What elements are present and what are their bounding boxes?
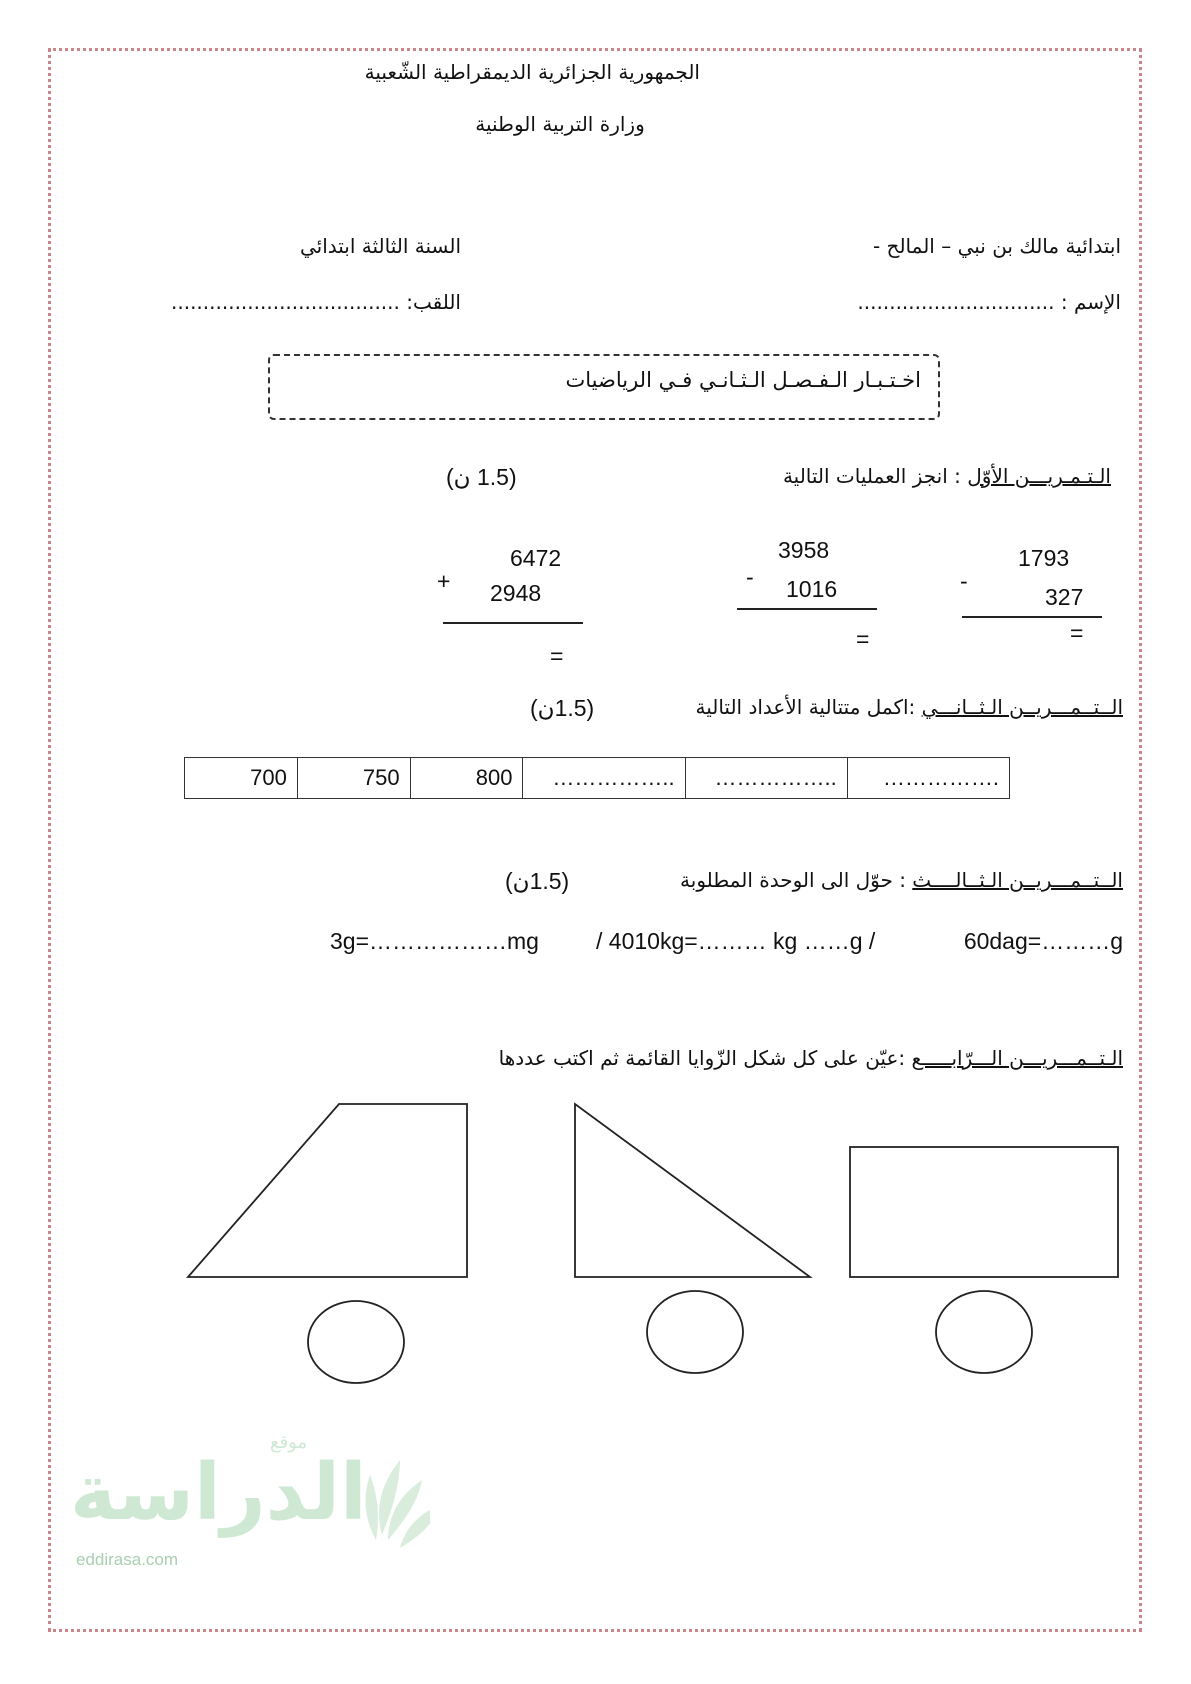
sequence-cell: 750 <box>297 758 410 799</box>
grade-level: السنة الثالثة ابتدائي <box>299 234 461 258</box>
op1-equals: = <box>1070 620 1084 646</box>
watermark-arabic: الدراسة <box>70 1448 367 1538</box>
op1-sign: - <box>960 568 968 594</box>
exercise3-points: (1.5ن) <box>505 868 570 894</box>
op2-top: 3958 <box>778 537 830 563</box>
exercise1-title: الـتـمـريـــن الأوّل <box>967 464 1111 488</box>
exercise1-instruction: : انجز العمليات التالية <box>782 464 968 488</box>
op1-top: 1793 <box>1018 545 1070 571</box>
exercise3-title: الــتــمـــريــن الـثــالــــث <box>912 868 1123 892</box>
sequence-cell: 800 <box>410 758 523 799</box>
op3-bottom: 2948 <box>490 580 542 606</box>
trapezoid-shape <box>188 1104 467 1277</box>
op3-top: 6472 <box>510 545 562 571</box>
sequence-blank-cell[interactable]: ……………. <box>847 758 1009 799</box>
conversion-kg[interactable]: / 4010kg=……… kg ……g / <box>596 928 876 954</box>
exercise2-points: (1.5ن) <box>530 695 595 721</box>
conversion-dag[interactable]: 60dag=………g <box>963 928 1123 954</box>
exercise4-title: الـتــمـــريـــن الـــرّابـــــع <box>911 1046 1123 1070</box>
exercise4-instruction: :عيّن على كل شكل الزّوايا القائمة ثم اكتب عددها <box>498 1046 912 1070</box>
watermark-logo <box>70 1432 430 1570</box>
exercise3-instruction: : حوّل الى الوحدة المطلوبة <box>680 868 913 892</box>
op1-bottom: 327 <box>1045 584 1084 610</box>
watermark-url: eddirasa.com <box>76 1550 179 1569</box>
op2-sign: - <box>746 564 754 590</box>
exercise2-title: الــتــمـــريــن الـثــانـــي <box>921 695 1123 719</box>
rectangle-shape <box>850 1147 1118 1277</box>
student-name-field[interactable]: الإسم : ............................... <box>857 290 1121 314</box>
op3-equals: = <box>550 643 564 669</box>
right-triangle-shape <box>575 1104 810 1277</box>
republic-heading: الجمهورية الجزائرية الديمقراطية الشّعبية <box>364 60 700 84</box>
ministry-heading: وزارة التربية الوطنية <box>475 112 645 136</box>
exam-title: اخـتـبـار الـفـصـل الـثـانـي فـي الرياضيات <box>565 368 921 392</box>
school-name: ابتدائية مالك بن نبي – المالح - <box>872 234 1121 258</box>
triangle-wheel <box>647 1291 743 1373</box>
sequence-cell: 700 <box>185 758 298 799</box>
sequence-blank-cell[interactable]: …………….. <box>685 758 847 799</box>
exercise1-points: (1.5 ن) <box>446 464 517 490</box>
op2-bottom: 1016 <box>786 576 838 602</box>
trapezoid-wheel <box>308 1301 404 1383</box>
sequence-blank-cell[interactable]: …………….. <box>523 758 685 799</box>
exercise2-instruction: :اكمل متتالية الأعداد التالية <box>695 695 922 719</box>
watermark-small: موقع <box>270 1432 308 1453</box>
student-surname-field[interactable]: اللقب: .................................... <box>171 290 461 314</box>
op2-equals: = <box>856 626 870 652</box>
op3-sign: + <box>437 568 451 594</box>
conversion-mg[interactable]: 3g=………………mg <box>330 928 539 954</box>
rectangle-wheel <box>936 1291 1032 1373</box>
